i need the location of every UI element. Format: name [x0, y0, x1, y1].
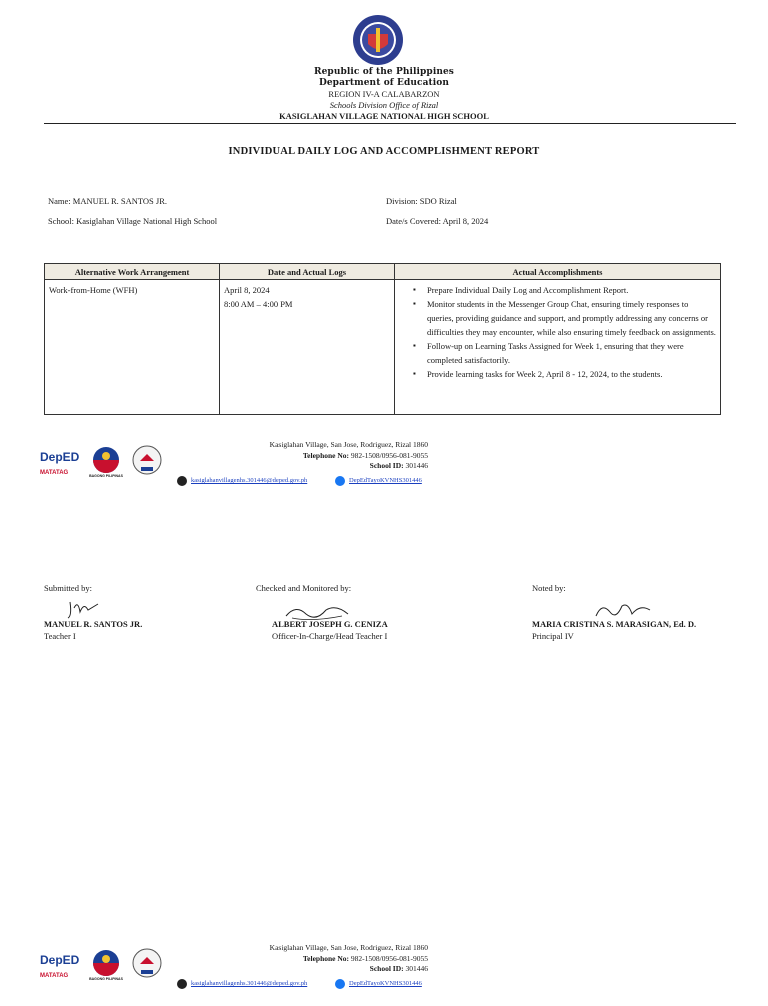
checked-by-name: ALBERT JOSEPH G. CENIZA	[272, 619, 388, 629]
school-id-value: 301446	[405, 461, 428, 470]
region-line: REGION IV-A CALABARZON	[328, 89, 440, 99]
noted-by-label: Noted by:	[532, 583, 566, 593]
school-seal-logo	[132, 948, 162, 982]
footer-block-bottom	[40, 943, 440, 993]
division-office-line: Schools Division Office of Rizal	[329, 100, 439, 110]
department-line: Department of Education	[318, 78, 450, 88]
matatag-wordmark: MATATAG	[40, 973, 69, 979]
submitted-by-role: Teacher I	[44, 631, 76, 641]
header-date-logs: Date and Actual Logs	[220, 264, 395, 280]
email-link[interactable]: kasiglahanvillagenhs.301446@deped.gov.ph	[191, 980, 308, 987]
bagong-pilipinas-logo	[90, 949, 122, 983]
deped-wordmark: DepED	[40, 450, 80, 464]
school-seal-logo	[132, 445, 162, 479]
school-id-label: School ID:	[369, 461, 404, 470]
daily-log-table	[44, 263, 721, 415]
checked-by-role: Officer-In-Charge/Head Teacher I	[272, 631, 388, 641]
facebook-icon	[335, 979, 345, 989]
cell-date-logs	[220, 280, 395, 415]
footer-block	[40, 440, 440, 490]
log-date: April 8, 2024	[224, 285, 270, 295]
bagong-pilipinas-emblem	[90, 446, 122, 474]
cell-accomplishments	[395, 280, 721, 415]
info-division: Division: SDO Rizal	[386, 196, 457, 206]
deped-matatag-logo	[40, 947, 84, 987]
school-name-header: KASIGLAHAN VILLAGE NATIONAL HIGH SCHOOL	[279, 111, 489, 121]
deped-seal-logo	[352, 14, 404, 66]
accomplishment-list	[399, 283, 716, 381]
facebook-link[interactable]: DepEdTayoKVNHS301446	[349, 477, 422, 484]
deped-wordmark: DepED	[40, 953, 80, 967]
school-id-label: School ID:	[369, 964, 404, 973]
noted-by-name: MARIA CRISTINA S. MARASIGAN, Ed. D.	[532, 619, 697, 629]
deped-matatag-logo	[40, 444, 84, 484]
republic-line: Republic of the Philippines	[314, 67, 454, 77]
bagong-pilipinas-logo	[90, 446, 122, 480]
info-school: School: Kasiglahan Village National High School	[48, 216, 218, 226]
bagong-pilipinas-label: BAGONG PILIPINAS	[89, 474, 123, 478]
matatag-wordmark: MATATAG	[40, 470, 69, 476]
header-arrangement: Alternative Work Arrangement	[45, 264, 220, 280]
telephone-label: Telephone No:	[302, 953, 350, 963]
list-item: ▪ Follow-up on Learning Tasks Assigned for Week 1, ensuring that they were completed satisfactorily.	[427, 339, 716, 367]
list-item: ▪ Prepare Individual Daily Log and Accomplishment Report.	[427, 283, 716, 297]
bagong-pilipinas-label: BAGONG PILIPINAS	[89, 977, 123, 981]
submitted-signature	[64, 598, 104, 620]
facebook-icon	[335, 476, 345, 486]
info-dates-covered: Date/s Covered: April 8, 2024	[386, 216, 489, 226]
header-divider	[44, 123, 736, 124]
list-item: ▪ Monitor students in the Messenger Group Chat, ensuring timely responses to queries, providing guidance and support, and promptly addressing any concerns or difficulties they may encounter, while also ensuring timely feedback on assignments.	[427, 297, 716, 339]
bagong-pilipinas-emblem	[90, 949, 122, 977]
table-row	[45, 280, 721, 415]
email-link[interactable]: kasiglahanvillagenhs.301446@deped.gov.ph	[191, 477, 308, 484]
list-item: ▪ Provide learning tasks for Week 2, April 8 - 12, 2024, to the students.	[427, 367, 716, 381]
cell-arrangement: Work-from-Home (WFH)	[45, 280, 220, 415]
email-icon	[177, 979, 187, 989]
header-accomplishments: Actual Accomplishments	[395, 264, 721, 280]
submitted-by-label: Submitted by:	[44, 583, 92, 593]
noted-by-role: Principal IV	[532, 631, 574, 641]
submitted-by-name: MANUEL R. SANTOS JR.	[44, 619, 143, 629]
facebook-link[interactable]: DepEdTayoKVNHS301446	[349, 980, 422, 987]
table-header-row	[45, 264, 721, 280]
school-address: Kasiglahan Village, San Jose, Rodriguez, Rizal 1860	[269, 943, 428, 952]
school-address: Kasiglahan Village, San Jose, Rodriguez, Rizal 1860	[269, 440, 428, 449]
report-title: INDIVIDUAL DAILY LOG AND ACCOMPLISHMENT REPORT	[228, 146, 540, 157]
telephone-number: 982-1508/0956-081-9055	[350, 953, 428, 963]
email-icon	[177, 476, 187, 486]
log-time: 8:00 AM – 4:00 PM	[224, 299, 293, 309]
telephone-number: 982-1508/0956-081-9055	[350, 450, 428, 460]
info-name: Name: MANUEL R. SANTOS JR.	[48, 196, 168, 206]
school-id-value: 301446	[405, 964, 428, 973]
telephone-label: Telephone No:	[302, 450, 350, 460]
checked-by-label: Checked and Monitored by:	[256, 583, 352, 593]
